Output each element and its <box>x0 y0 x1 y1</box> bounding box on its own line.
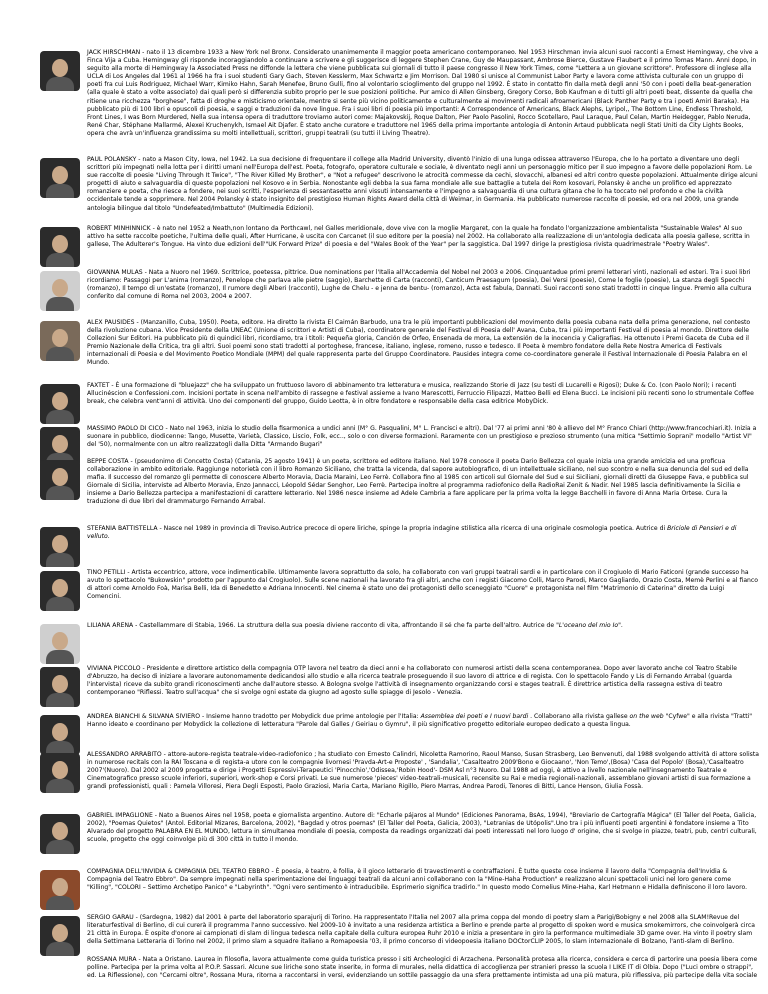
author-photo <box>40 321 80 361</box>
author-photo <box>40 51 80 91</box>
bio-text: STEFANIA BATTISTELLA - Nasce nel 1989 in provincia di Treviso.Autrice precoce di opere liriche, spinge la propria indagine stilistica alla ricerca di una originale cosmologia poetica. Autrice di Briciole di Pensieri e di velluto. <box>87 525 737 541</box>
author-photo <box>40 715 80 755</box>
bio-text: GABRIEL IMPAGLIONE - Nato a Buenos Aires nel 1958, poeta e giornalista argentino. Autore di: "Echarle pájaros al Mundo" (Ediciones Panorama, BsAs, 1994), "Breviario de Cartografía Mágica" (El Taller del Poeta, Galicia, 2002), "Poemas Quietos" (Antol. Editorial Mizares, Barcelona, 2002), "Bagdad y otros poemas" (El Taller del Poeta, Galicia, 2003), "Letranias de Utópolis".Uno tra i più influenti poeti argentini è fondatore insieme a Tito Alvarado del progetto PALABRA EN EL MUNDO, lettura in simultanea mondiale di poesia, composta da readings organizzati dai poeti interessati nel loro luogo d' origine, che si svolge in piazze, teatri, pub, centri culturali, scuole, progetto che oggi coinvolge più di 300 città in tutto il mondo. <box>87 812 757 844</box>
author-photo <box>40 753 80 793</box>
bio-text: BEPPE COSTA - (pseudonimo di Concetto Costa) (Catania, 25 agosto 1941) è un poeta, scrittore ed editore italiano. Nel 1978 conosce il poeta Dario Bellezza col quale inizia una grande amicizia ed una proficua collaborazione in ambito editoriale. Raggiunge notorietà con il libro Romanzo Siciliano, che tratta la vicenda, dal sapore autobiografico, di un intellettuale siciliano, nel suo scontro e nella sua denuncia del sud ed della mafia. Il successo del romanzo gli permette di conoscere Alberto Moravia, Dacia Maraini, Leo Ferrè. Collabora fino al 1985 con articoli sul Giornale del Sud e sui Siciliani, giornali diretti da Giuseppe Fava, e pubblica sul Giornale di Sicilia, interviste ad Alberto Moravia, Enzo Jannacci, Léopold Sédar Senghor, Leo Ferrè. Partecipa inoltre al programma radiofonico della RadioRai Zenit & Nadir. Nel 1985 lascia definitivamente la Sicilia e insieme a Dario Bellezza partecipa a manifestazioni di carattere letterario. Nel 1986 nesce insieme ad Adele Cambria a fare applicare per la prima volta la legge Bacchelli in favore di Anna Maria Ortese. Cura la traduzione di due libri del drammaturgo Fernando Arrabal. <box>87 458 749 506</box>
author-photo <box>40 667 80 707</box>
bio-text: JACK HIRSCHMAN - nato il 13 dicembre 1933 a New York nel Bronx. Considerato unanimemente il maggior poeta americano contemporaneo. Nel 1953 Hirschman invia alcuni suoi racconti a Ernest Hemingway, che vive a Finca Vija a Cuba. Hemingway gli risponde incoraggiandolo a continuare a scrivere e gli suggerisce di leggere Stephen Crane, Guy de Maupassant, Ambrose Bierce, Gustave Flaubert e il primo Tomas Mann. Anni dopo, in seguito alla morte di Hemingway la Associated Press ne diffonde la lettera che viene pubblicata sui giornali di tutto il paese congresso il New York Times, come "Lettera a un giovane scrittore". Professore di inglese alla UCLA di Los Angeles dal 1961 al 1966 ha fra i suoi studenti Gary Gach, Steven Kesslerm, Max Schwartz e Jim Morrison. Dal 1980 si unisce al Communist Labor Party e lavora come attivista culturale con un gruppo di poeti fra cui Luis Rodriguez, Michael Warr, Kimiko Hahn, Sarah Menefee, Bruno Gulli, fino al volontario scioglimento del gruppo nel 1992. È stato in contatto fin dalla metà degli anni '50 con i poeti della beat-generation (alla quale è stato a volte associato) dai quali però si differenzia subito proprio per le sue posizioni politiche. Pur amico di Allen Ginsberg, Gregory Corso, Bob Kaufman e di tutti gli altri poeti beat, dissente da quella che ritiene una ricchezza "borghese", fatta di droghe e misticismo orientale, mentre si sente più vicino politicamente e culturalmente ai movimenti radicali afroamericani (Black Panther Party e tra i poeti Amiri Baraka). Ha pubblicato più di 100 libri e opuscoli di poesia, e saggi e traduzioni da nove lingue. Fra i suoi libri di poesia più importanti: A Correspondence of Americans, Black Alephs, Lyripol,, The Bottom Line, Endless Threshold, Front Lines, I was Born Murdered, Nella sua intensa opera di traduttore troviamo autori come: Majakovskij, Roque Dalton, Pier Paolo Pasolini, Rocco Scotellaro, Paul Laraque, Paul Celan, Martin Heidegger, Pablo Neruda, René Char, Stéphane Mallarmé, Alexei Kruchenykh, Ismael Ait Djafer. È stato anche curatore e traduttore nel 1965 della prima importante antologia di Antonin Artaud pubblicata negli Stati Uniti da City Lights Books, opera che avrà un'influenza grandissima su molti intellettuali, scrittori, gruppi teatrali (su tutti il Living Theatre). <box>87 49 759 137</box>
bio-text: TINO PETILLI - Artista eccentrico, attore, voce indimenticabile. Ultimamente lavora soprattutto da solo, ha collaborato con vari gruppi teatrali sardi e in particolare con il Crogiuolo di Mario Faticoni (grande successo ha avuto lo spettacolo "Bukowskin" prodotto per l'appunto dal Crogiuolo). Sulle scene nazionali ha lavorato fra gli altri, anche con i registi Giacomo Colli, Marco Parodi, Marco Gagliardo, Orazio Costa, Memè Perlini e al fianco di attori come Arnoldo Foà, Marisa Belli, Ida di Benedetto e Adriana Innocenti. Nel cinema è stato uno dei protagonisti dello sceneggiato "Cuore" e protagonista nel film "Matrimonio di Caterina" diretto da Luigi Comencini. <box>87 569 758 601</box>
bio-text: LILIANA ARENA - Castellammare di Stabia, 1966. La struttura della sua poesia diviene racconto di vita, affrontando il sé che fa parte dell'altro. Autrice de "L'oceano del mio Io". <box>87 622 623 629</box>
author-photo <box>40 384 80 424</box>
author-photo <box>40 158 80 198</box>
bio-text: SERGIO GARAU - (Sardegna, 1982) dal 2001 è parte del laboratorio sparajurij di Torino. Ha rappresentato l'Italia nel 2007 alla prima coppa del mondo di poetry slam a Parigi/Bobigny e nel 2008 alla SLAM!Revue del literaturfestival di Berlino, di cui curerà il programma l'anno successivo. Nel 2009-10 è invitato a una residenza artistica a Berlino e prende parte al progetto di spoken word e musica smokemirrors, che coinvolgerà circa 21 città in Europa. È ospite d'onore ai campionati di slam di lingua tedesca nella capitale della cultura europea Ruhr 2010 e inizia a presentare in giro la performance multimediale 3D game over. Ha vinto il poetry slam della Settimana Letteraria di Torino nel 2002, il primo slam a squadre italiano a Romapoesia '03, il primo concorso di videopoesia italiano DOCtorCLIP 2005, lo slam internazionale di Bolzano, l'anti-slam di Berlino. <box>87 914 755 946</box>
author-photo <box>40 814 80 854</box>
bio-text: PAUL POLANSKY - nato a Mason City, Iowa, nel 1942. La sua decisione di frequentare il college alla Madrid University, diventò l'inizio di una lunga odissea attraverso l'Europa, che lo ha portato a diventare uno degli scrittori più impegnati nella lotta per i diritti umani nell'Europa dell'est. Poeta, fotografo, operatore culturale e sociale, è diventato negli anni un personaggio mitico per il suo impegno a favore delle popolazioni Rom. Le sue raccolte di poesie "Living Through It Twice", "The River Killed My Brother", e "Not a refugee" descrivono le atrocità commesse da cechi, slovacchi, albanesi ed altri contro queste popolazioni. Attualmente dirige alcuni progetti di aiuto e salvaguardia di queste popolazioni nel Kosovo e in Serbia. Nonostante egli debba la sua fama mondiale alle sue battaglie a tutela dei Rom kosovari, Polansky è anche un prolifico ed apprezzato romanziere e poeta, che riesce a fondere, nei suoi scritti, l'esperienza di sessantasette anni vissuti intensamente e l'impegno a salvaguardia di una cultura gitana che lo ha toccato nel profondo e che la civiltà occidentale tende a sopprimere. Nel 2004 Polansky è stato insignito del prestigioso Human Rights Award della città di Weimar, in Germania. Ha pubblicato numerose raccolte di poesie, ed ora nel 2009, una grande antologia bilingue dal titolo "Undefeated/Imbattuto" (Multimedia Edizioni). <box>87 156 758 212</box>
author-photo <box>40 527 80 567</box>
author-photo <box>40 227 80 267</box>
bio-text: VIVIANA PICCOLO - Presidente e direttore artistico della compagnia OTP lavora nel teatro da dieci anni e ha collaborato con numerosi artisti della scena contemporanea. Dopo aver lavorato anche col Teatro Stabile d'Abruzzo, ha deciso di iniziare a lavorare autonomamente dedicandosi allo studio e alla ricerca teatrale proseguendo il suo lavoro di attrice e di regista. Con lo spettacolo Fando y Lis di Fernando Arrabal (guarda l'intervista) riceve da subito grandi riconoscimenti anche dall'autore stesso. A Bologna svolge l'attività di insegnamento organizzando corsi e stages teatrali. È direttrice artistica della rassegna estiva di teatro contemporaneo "Riflessi. Teatro sull'acqua" che si svolge ogni estate da giugno ad agosto sulle spiagge di Jesolo - Venezia. <box>87 665 738 697</box>
bio-text: GIOVANNA MULAS - Nata a Nuoro nel 1969. Scrittrice, poetessa, pittrice. Due nominations per l'Italia all'Accademia del Nobel nel 2003 e 2006. Cinquantadue primi premi letterari vinti, nazionali ed esteri. Tra i suoi libri ricordiamo: Passaggi per L'anima (romanzo), Penelope che parlava alle pietre (saggio), Barchette di Carta (racconti), Canticum Praesagum (poesia), Dei Versi (poesie), Come le foglie (poesie), La stanza degli Specchi (romanzo), Il tempo di un'estate (romanzo), Il rumore degli Alberi (racconti), Lughe de Chelu - e jenna de bentu- (romanzo), Acta est fabula, Dannati. Suoi racconti sono stati tradotti in cinque lingue. Premio alla cultura conferito dal comune di Roma nel 2003, 2004 e 2007. <box>87 269 752 301</box>
bio-text: COMPAGNIA DELL'INVIDIA & CMPAGNIA DEL TEATRO EBBRO - È poesia, è teatro, è follia, è il gioco letterario di travestimenti e contraffazioni. È tutte queste cose insieme il lavoro della "Compagnia dell'Invidia & Compagnia del Teatro Ebbro". Da sempre impegnati nella sperimentazione dei linguaggi teatrali da alcuni anni collaborano con la "Mine-Haha Production" e realizzano alcuni spettacoli unici nel loro genere come "Killing", "COLORI – Settimo Archetipo Panico" e "Labyrinth". "Ogni vero sentimento è intraducibile. Esprimerio significa tradirlo." In questo modo Cornelius Mine-Haha, Karl Hetmann e Hidalla definiscono il loro lavoro. <box>87 868 748 892</box>
bio-text: ALEX PAUSIDES - (Manzanillo, Cuba, 1950). Poeta, editore. Ha diretto la rivista El Caimán Barbudo, una tra le più importanti pubblicazioni del movimento della poesia cubana nata della prima generazione, nel contesto della rivoluzione cubana. Vice Presidente della UNEAC (Unione di scrittori e Artisti di Cuba), coordinatore generale del Festival di Poesia dell' Avana, Cuba, tra i più importanti Festival di poesia al mondo. Direttore delle Collezioni Sur Editori. Ha pubblicato più di quindici libri, ricordiamo, tra i titoli: Pequeña gloria, Canción de Orfeo, Ensenada de mora, La extensión de la inocencia y Caligrafías. Ha ottenuto i Premi Gaceta de Cuba ed il Premio Nazionale della Critica, tra gli altri. Suoi poemi sono stati tradotti al portoghese, francese, italiano, inglese, romeno, russo e tedesco. Il Poeta è membro fondatore della Rete Nostra America di Festivals internazionali di Poesia e del Movimento Poetico Mondiale (MPM) del quale rappresenta parte del Gruppo Coordinatore. Pausides integra come co-coordinatore generale il Festival Internazionale di Poesia Palabra en el Mundo. <box>87 319 751 367</box>
bio-text: ANDREA BIANCHI & SILVANA SIVIERO - Insieme hanno tradotto per Mobydick due prime antologie per l'Italia: Assemblea dei poeti e I nuovi bardi . Collaborano alla rivista gallese on the web "Cyfwe" e alla rivista "Tratti" Hanno ideato e coordinano per Mobydick la collezione di letteratura "Parole dal Galles / Geiriau o Gymru", il più significativo progetto editoriale europeo dedicato a questa lingua. <box>87 713 753 729</box>
author-photo <box>40 460 80 500</box>
bio-text: FAXTET - È una formazione di "bluejazz" che ha sviluppato un fruttuoso lavoro di abbinamento tra letteratura e musica, realizzando Storie di Jazz (su testi di Lucarelli e Rigosi); Duke & Co. (con Paolo Nori); i recenti Allucinéscion e Confessioni.com. Incisioni portate in scena nell'ambito di rassegne e festival assieme a Ivano Marescotti, Ferruccio Filipazzi, Matteo Belli ed Elena Bucci. Le incisioni più recenti sono lo strumentale Coffee break, che celebra vent'anni di attività. Uno dei componenti del gruppo, Guido Leotta, è in oltre fondatore e responsabile della casa editrice MobyDick. <box>87 382 754 406</box>
bio-text: ROBERT MINHINNICK - è nato nel 1952 a Neath,non lontano da Porthcawl, nel Galles meridionale, dove vive con la moglie Margaret, con la quale ha fondato l'organizzazione ambientalista "Sustainable Wales" Al suo attivo ha sette raccolte poetiche, l'ultima delle quali, After Hurricane, è uscita con Carcanet (il suo editore per la poesia) nel 2002. Ha collaborato alla realizzazione di un'antologia dedicata alla poesia gallese, scritta in gallese, The Adulterer's Tongue. Ha vinto due edizioni dell'"UK Forward Prize" di poesia e del "Wales Book of the Year" per la saggistica. Dal 1997 dirige la prestigiosa rivista quadrimestrale "Poetry Wales". <box>87 225 750 249</box>
bio-text: ROSSANA MURA - Nata a Oristano. Laurea in filosofia, lavora attualmente come guida turistica presso i siti Archeologici di Arzachena. Personalità protesa alla ricerca, considera e cerca di partorire una poesia libera come polline. Partecipa per la prima volta al P.O.P. Sassari. Alcune sue liriche sono state inserite, in forma di murales, nella didattica di accoglienza per stranieri presso la scuola I LIKE IT di Olbia. Dopo ("Luci ombre o strappi", ed. La Riflessione), con "Cercami oltre", Rossana Mura, ritorna a raccontarsi in versi, evidenziando un sottile passaggio da una sfera prettamente intimista ad una più matura, più riflessiva, più partecipe della vita sociale <box>87 956 758 980</box>
author-photo <box>40 571 80 611</box>
author-photo <box>40 870 80 910</box>
bio-text: ALESSANDRO ARRABITO - attore-autore-regista teatrale-video-radiofonico ; ha studiato con Ernesto Calindri, Nicoletta Ramorino, Raoul Manso, Susan Strasberg, Leo Benvenuti, dal 1988 svolgendo attività di attore solista in numerose recitals con la RAI Toscana e di regista-a utore con le compagnie livornesi 'Pravda-Art-e Proposte' , 'Sandalia', 'Casalteatro 2009'Bono e Giocaano', 'Non Temo',(Bosa) 'Casa del Popolo' (Bosa),'Casalteatro 2007'(Nuoro). Dal 2002 al 2009 progetta e dirige i Progetti Espressivi-Terapeutici 'Pinocchio','Odissea,'Robin Hood'- DSM Asl n°3 Nuoro. Dal 1988 ad oggi, è attivo a livello nazionale nell'insegnamento Teatrale e Cinematografico presso scuole inferiori, superiori, work-shop e Corsi privati. Le sue numerose 'pieces' video-teatrali-musicali, recensite su Rai e media regionali-nazionali, assemblano giovani artisti di sua formazione a grandi professionisti, quali : Pamela Villoresi, Piera Degli Esposti, Paolo Graziosi, Maria Carta, Mariano Rigillo, Piero Marras, Andrea Parodi, Tenores di Bitti, Lance Henson, Giulia Fossà. <box>87 751 759 791</box>
author-photo <box>40 271 80 311</box>
author-photo <box>40 916 80 956</box>
bio-text: MASSIMO PAOLO DI CICO - Nato nel 1963, inizia lo studio della fisarmonica a undici anni (M° G. Pasqualini, M° L. Francisci e altri). Dal '77 ai primi anni '80 è allievo del M° Franco Chiari (http://www.francochiari.it). Inizia a suonare in pubblico, diodicenne: Tango, Musette, Varietà, Classico, Liscio, Folk, ecc.., solo o con diverse formazioni. Raramente con un prestigioso e prezioso strumento (una mitica "Settimio Soprani" modello "Artist VI" del '50), normalmente con un altro realizzatogli dalla Ditta "Armando Bugari" <box>87 425 757 449</box>
author-photo <box>40 624 80 664</box>
